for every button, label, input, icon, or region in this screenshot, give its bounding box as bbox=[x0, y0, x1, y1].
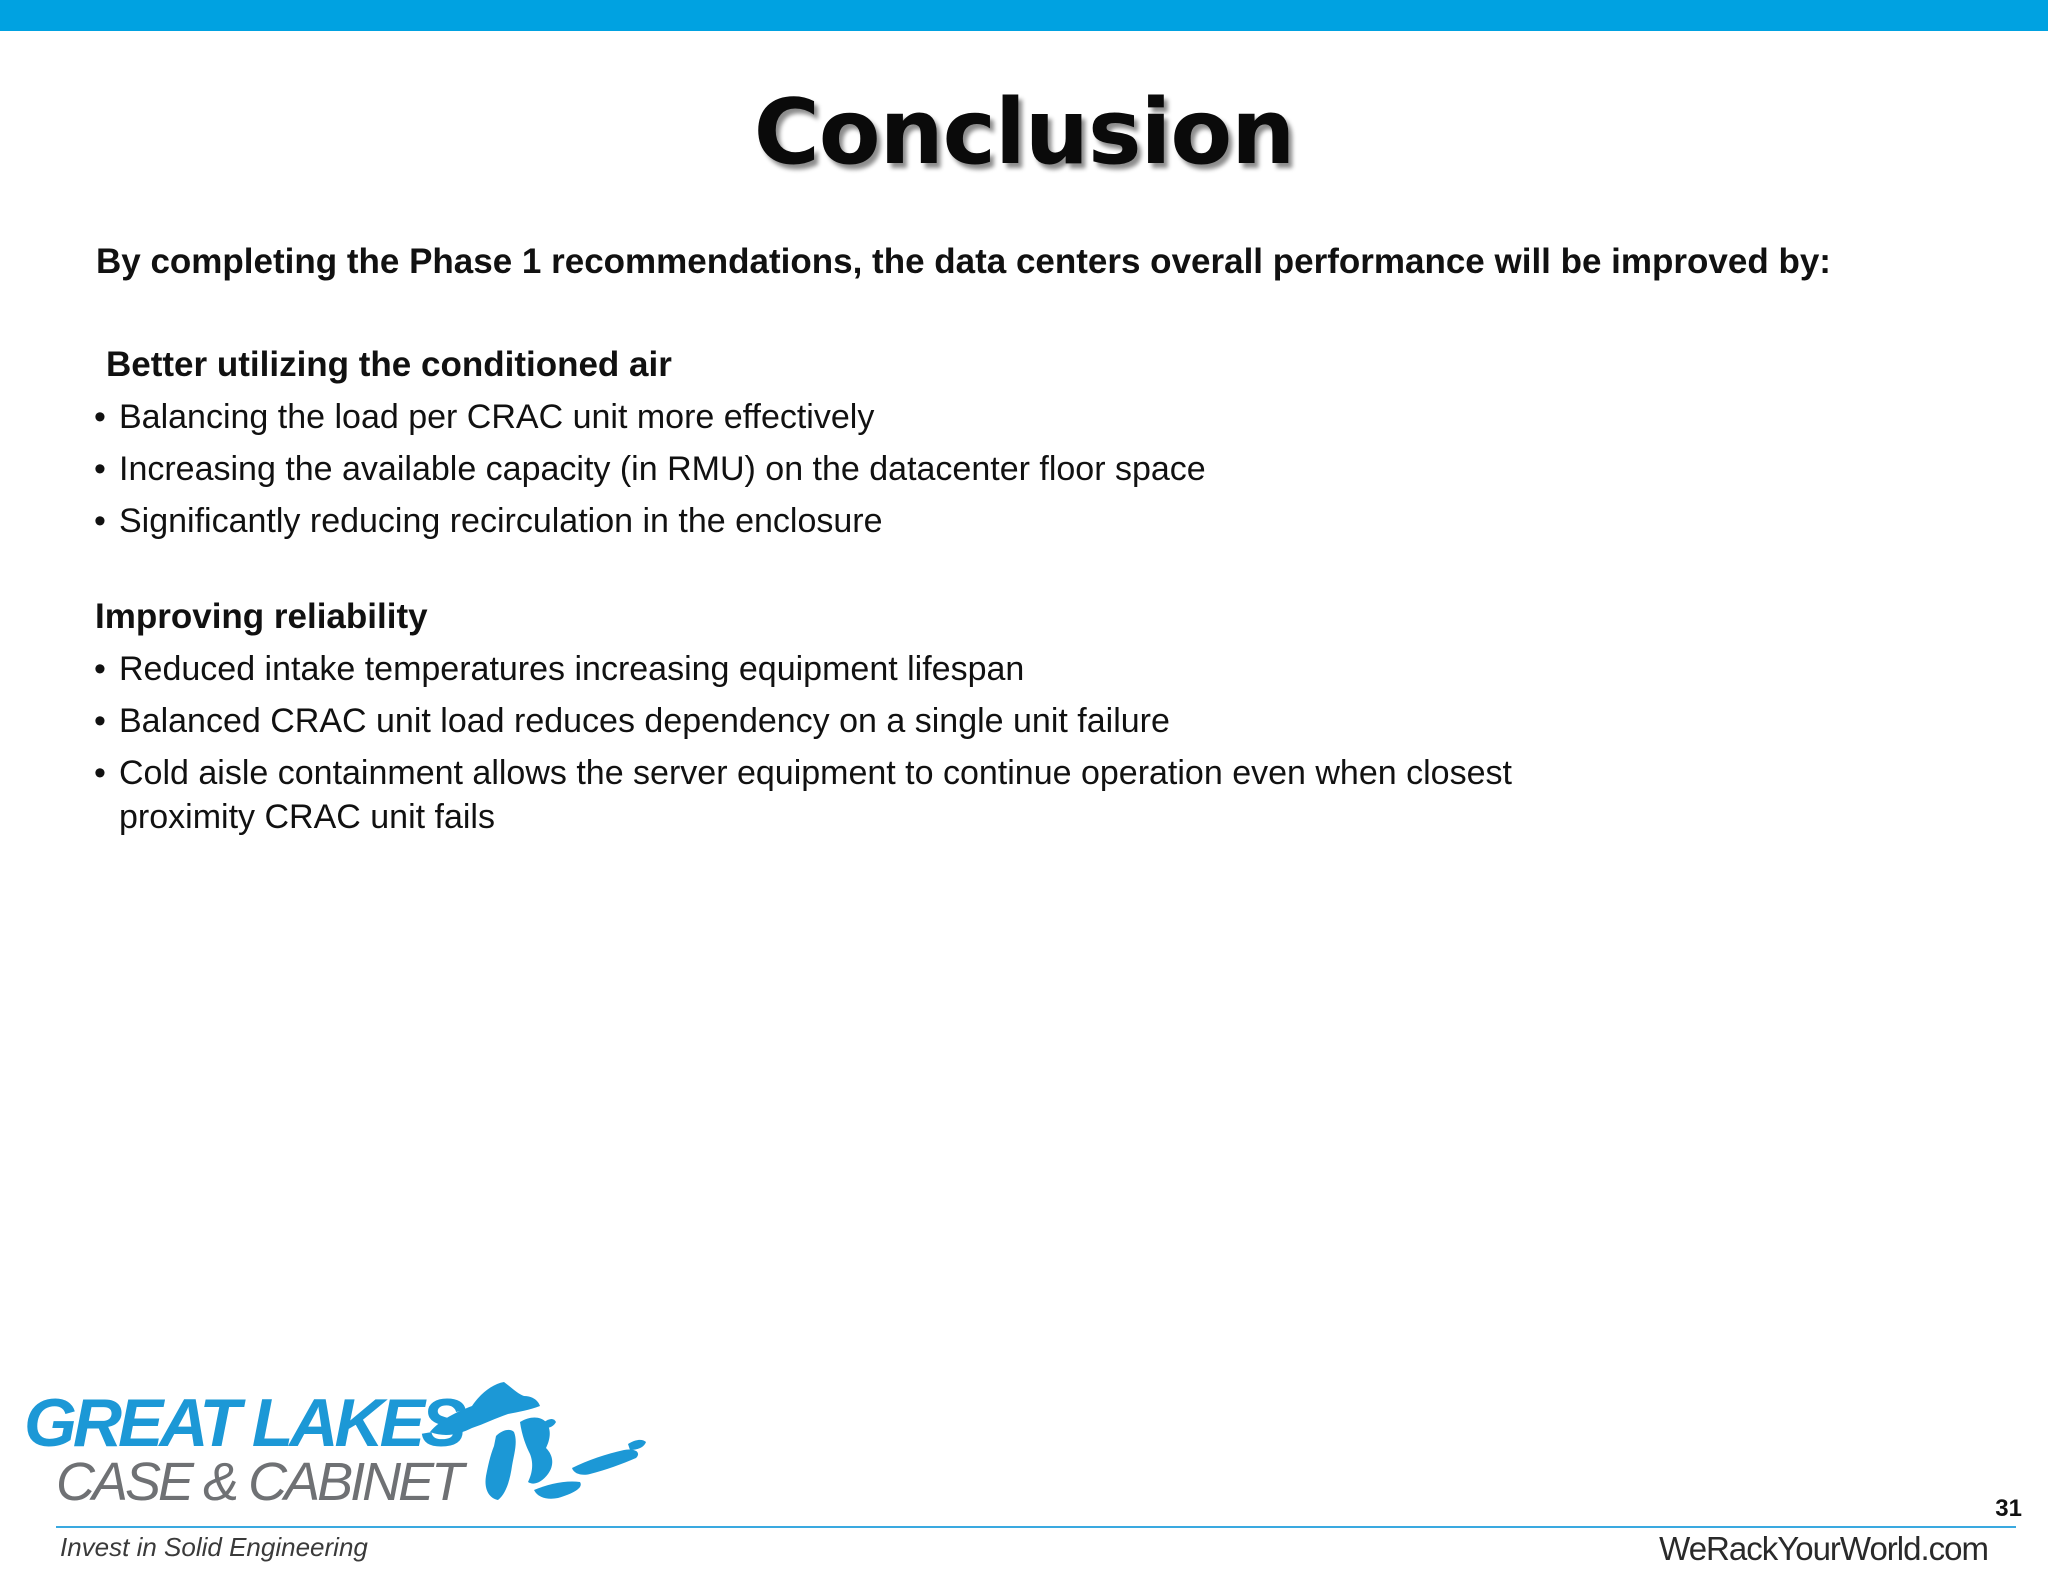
bullet-text: Cold aisle containment allows the server equipment to continue operation even when closest proximity CRAC unit fails bbox=[119, 754, 1512, 836]
logo-wordmark-great-lakes: GREAT LAKES bbox=[24, 1385, 463, 1461]
list-item bbox=[94, 647, 1654, 691]
footer-divider bbox=[56, 1526, 2016, 1528]
bullet-text: Increasing the available capacity (in RMU) on the datacenter floor space bbox=[119, 450, 1206, 488]
bullet-glyph: • bbox=[94, 650, 106, 688]
great-lakes-map-icon bbox=[422, 1370, 662, 1520]
section-heading-reliability: Improving reliability bbox=[95, 597, 428, 636]
list-item bbox=[94, 499, 1206, 543]
list-item bbox=[94, 447, 1206, 491]
bullet-glyph: • bbox=[94, 702, 106, 740]
bullet-list-reliability bbox=[94, 647, 1654, 847]
bullet-glyph: • bbox=[94, 398, 106, 436]
bullet-glyph: • bbox=[94, 502, 106, 540]
section-heading-conditioned-air: Better utilizing the conditioned air bbox=[106, 345, 672, 384]
page-number: 31 bbox=[1995, 1495, 2022, 1522]
list-item bbox=[94, 395, 1206, 439]
slide-title: Conclusion bbox=[753, 80, 1295, 185]
bullet-glyph: • bbox=[94, 754, 106, 792]
footer-website: WeRackYourWorld.com bbox=[1659, 1530, 1988, 1567]
bullet-text: Balanced CRAC unit load reduces dependency on a single unit failure bbox=[119, 702, 1170, 740]
logo-wordmark-case-cabinet: CASE & CABINET bbox=[56, 1452, 462, 1512]
bullet-text: Reduced intake temperatures increasing equipment lifespan bbox=[119, 650, 1025, 688]
list-item bbox=[94, 751, 1654, 839]
bullet-text: Balancing the load per CRAC unit more effectively bbox=[119, 398, 875, 436]
footer-tagline: Invest in Solid Engineering bbox=[60, 1532, 368, 1562]
bullet-text: Significantly reducing recirculation in the enclosure bbox=[119, 502, 883, 540]
top-accent-bar bbox=[0, 0, 2048, 31]
intro-text: By completing the Phase 1 recommendations, the data centers overall performance will be improved by: bbox=[96, 242, 1831, 281]
bullet-list-conditioned-air bbox=[94, 395, 1206, 551]
list-item bbox=[94, 699, 1654, 743]
bullet-glyph: • bbox=[94, 450, 106, 488]
